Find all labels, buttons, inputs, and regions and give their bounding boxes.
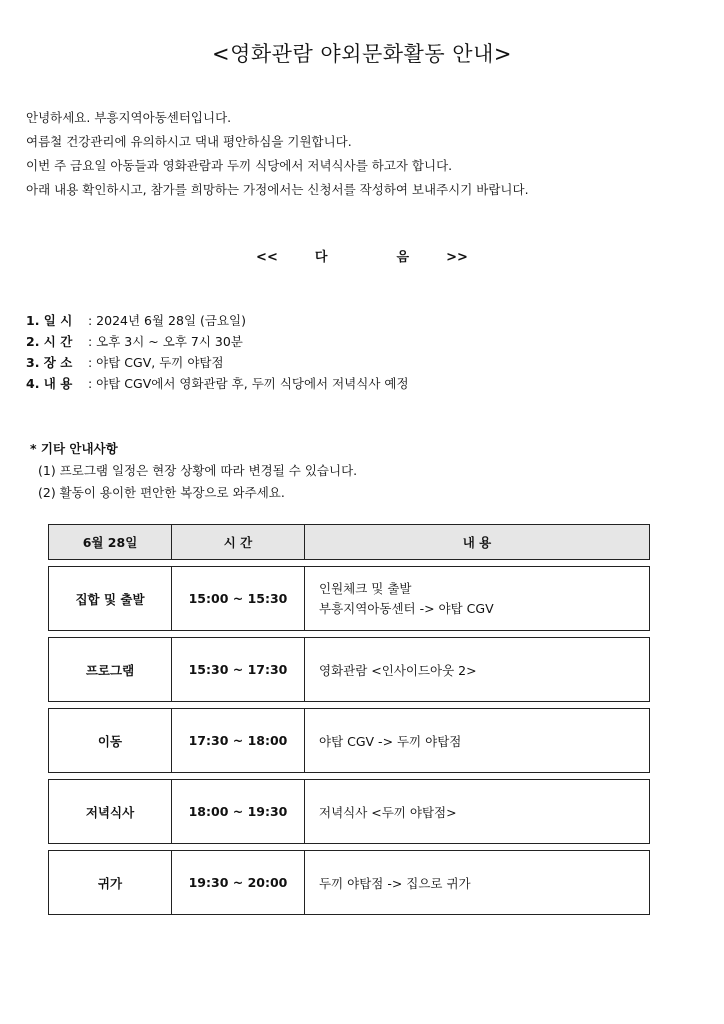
activity-content (305, 567, 650, 631)
table-row (49, 638, 650, 702)
intro-line: 이번 주 금요일 아동들과 영화관람과 두끼 식당에서 저녁식사를 하고자 합니다. (26, 158, 453, 173)
detail-row (26, 331, 409, 352)
intro-paragraph (26, 106, 529, 202)
note-item: (1) 프로그램 일정은 현장 상황에 따라 변경될 수 있습니다. (38, 463, 358, 478)
detail-label: 3. 장 소 (26, 355, 73, 370)
detail-value: : 야탑 CGV에서 영화관람 후, 두끼 식당에서 저녁식사 예정 (88, 376, 409, 391)
schedule-header-row (49, 525, 650, 560)
next-heading-char-1: 다 (314, 250, 328, 265)
activity-name: 프로그램 (49, 638, 172, 702)
detail-row (26, 310, 409, 331)
intro-line: 아래 내용 확인하시고, 참가를 희망하는 가정에서는 신청서를 작성하여 보내주시기 바랍니다. (26, 182, 529, 197)
activity-time: 15:30 ~ 17:30 (172, 638, 305, 702)
activity-content: 저녁식사 <두끼 야탑점> (305, 780, 650, 844)
detail-label: 4. 내 용 (26, 376, 73, 391)
notes-heading: * 기타 안내사항 (30, 441, 118, 456)
header-content: 내 용 (305, 525, 650, 560)
activity-content: 영화관람 <인사이드아웃 2> (305, 638, 650, 702)
activity-name: 집합 및 출발 (49, 567, 172, 631)
next-heading-char-2: 음 (396, 250, 410, 265)
table-row (49, 709, 650, 773)
detail-row (26, 373, 409, 394)
event-details (26, 310, 409, 394)
detail-value: : 야탑 CGV, 두끼 야탑점 (88, 355, 224, 370)
activity-content: 야탑 CGV -> 두끼 야탑점 (305, 709, 650, 773)
activity-time: 17:30 ~ 18:00 (172, 709, 305, 773)
activity-name: 귀가 (49, 851, 172, 915)
activity-time: 15:00 ~ 15:30 (172, 567, 305, 631)
document-title: <영화관람 야외문화활동 안내> (212, 42, 512, 66)
header-time: 시 간 (172, 525, 305, 560)
note-item: (2) 활동이 용이한 편안한 복장으로 와주세요. (38, 485, 285, 500)
activity-name: 저녁식사 (49, 780, 172, 844)
activity-time: 19:30 ~ 20:00 (172, 851, 305, 915)
detail-label: 1. 일 시 (26, 313, 73, 328)
header-date: 6월 28일 (49, 525, 172, 560)
intro-line: 여름철 건강관리에 유의하시고 댁내 평안하심을 기원합니다. (26, 134, 352, 149)
schedule-table (48, 524, 650, 915)
notes-section (30, 438, 357, 504)
table-row (49, 851, 650, 915)
table-row (49, 567, 650, 631)
table-row (49, 780, 650, 844)
detail-value: : 2024년 6월 28일 (금요일) (88, 313, 246, 328)
detail-value: : 오후 3시 ~ 오후 7시 30분 (88, 334, 243, 349)
activity-time: 18:00 ~ 19:30 (172, 780, 305, 844)
detail-row (26, 352, 409, 373)
next-heading-left: << (256, 250, 278, 265)
activity-name: 이동 (49, 709, 172, 773)
detail-label: 2. 시 간 (26, 334, 73, 349)
next-heading-right: >> (446, 250, 468, 265)
content-line: 부흥지역아동센터 -> 야탑 CGV (319, 600, 494, 616)
intro-line: 안녕하세요. 부흥지역아동센터입니다. (26, 110, 232, 125)
next-heading (0, 246, 724, 265)
activity-content: 두끼 야탑점 -> 집으로 귀가 (305, 851, 650, 915)
content-line: 인원체크 및 출발 (319, 580, 412, 596)
